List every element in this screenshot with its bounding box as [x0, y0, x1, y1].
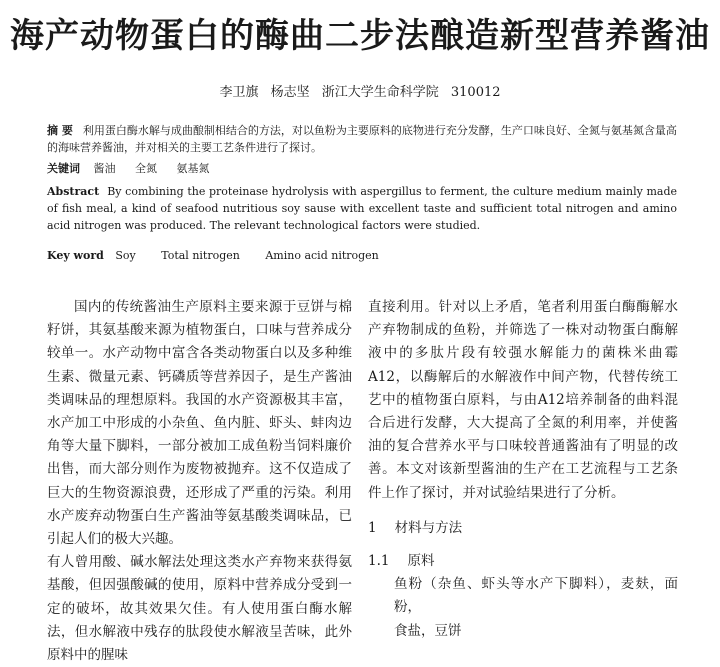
section-title: 材料与方法	[394, 519, 463, 536]
english-keyword: Amino acid nitrogen	[265, 249, 379, 262]
english-keyword: Total nitrogen	[161, 249, 240, 262]
body-paragraph: 国内的传统酱油生产原料主要来源于豆饼与棉籽饼，其氨基酸来源为植物蛋白，口味与营养成分较单一。水产动物中富含各类动物蛋白以及多种维生素、微量元素、钙磷质等营养因子，是生产酱油类调味品的理想原料。我国的水产资源极其丰富，水产加工中形成的小杂鱼、鱼内脏、虾头、蚌肉边角等大量下脚料，一部分被加工成鱼粉当饲料廉价出售，而大部分则作为废物被抛弃。这不仅造成了巨大的生物资源浪费，还形成了严重的污染。利用水产废弃动物蛋白生产酱油等氨基酸类调味品，已引起人们的极大兴趣。	[47, 299, 352, 548]
subsection-number: 1.1	[368, 553, 390, 570]
english-keywords-label: Key word	[47, 249, 104, 262]
chinese-abstract	[47, 122, 677, 156]
chinese-keyword: 氨基氮	[176, 162, 210, 175]
english-abstract-text: By combining the proteinase hydrolysis with aspergillus to ferment, the culture medium mainly made of fish meal, a kind of seafood nutritious soy sause with excellent taste and sufficient total nitrogen and amino acid nitrogen was produced. The relevant technological factors were studied.	[47, 185, 677, 232]
english-abstract-label: Abstract	[47, 185, 100, 198]
english-keywords	[47, 247, 677, 264]
author-affiliation-line: 李卫旗 杨志坚 浙江大学生命科学院 310012	[219, 85, 501, 100]
chinese-abstract-label: 摘 要	[47, 124, 73, 137]
body-left-column	[47, 296, 352, 667]
paper-title: 海产动物蛋白的酶曲二步法酿造新型营养酱油	[10, 16, 710, 56]
section-number: 1	[368, 519, 377, 536]
chinese-keyword: 酱油	[93, 162, 116, 175]
materials-line: 食盐，豆饼	[394, 622, 462, 639]
english-abstract	[47, 183, 677, 234]
chinese-keywords-label: 关键词	[47, 162, 80, 175]
subsection-title: 原料	[407, 553, 435, 570]
english-keyword: Soy	[115, 249, 136, 262]
body-paragraph: 直接利用。针对以上矛盾，笔者利用蛋白酶酶解水产弃物制成的鱼粉，并筛选了一株对动物蛋白酶解液中的多肽片段有较强水解能力的菌株米曲霉A12，以酶解后的水解液作中间产物，代替传统工艺中的植物蛋白原料，与由A12培养制备的曲料混合后进行发酵，大大提高了全氮的利用率，并使酱油的复合营养水平与口味较普通酱油有了明显的改善。本文对该新型酱油的生产在工艺流程与工艺条件上作了探讨，并对试验结果进行了分析。	[368, 299, 678, 501]
materials-line: 鱼粉（杂鱼、虾头等水产下脚料），麦麸，面粉，	[394, 576, 678, 616]
chinese-keyword: 全氮	[135, 162, 157, 175]
chinese-keywords	[47, 160, 677, 177]
section-heading	[368, 517, 678, 540]
chinese-abstract-text: 利用蛋白酶水解与成曲酿制相结合的方法，对以鱼粉为主要原料的底物进行充分发酵，生产口味良好、全氮与氨基氮含量高的海味营养酱油，并对相关的主要工艺条件进行了探讨。	[47, 124, 677, 154]
body-right-column	[368, 296, 678, 643]
body-paragraph: 有人曾用酸、碱水解法处理这类水产弃物来获得氨基酸，但因强酸碱的使用，原料中营养成分受到一定的破坏，故其效果欠佳。有人使用蛋白酶水解法，但水解液中残存的肽段使水解液呈苦味，此外原料中的腥味	[47, 554, 352, 664]
subsection-heading	[368, 550, 678, 573]
